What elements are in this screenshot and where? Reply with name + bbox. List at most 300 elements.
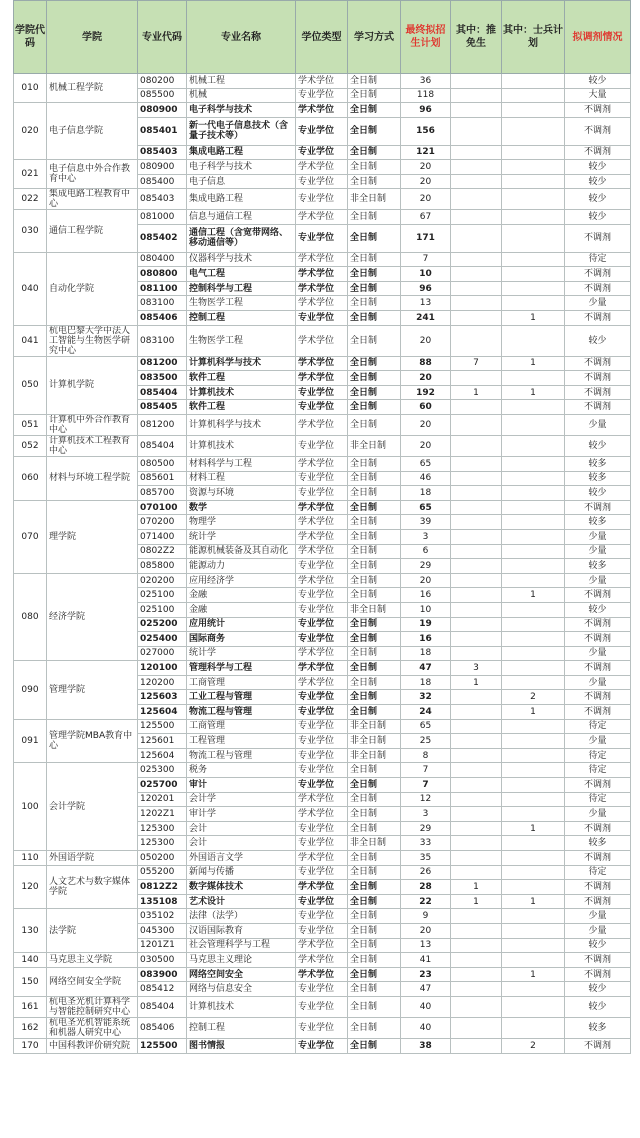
recommended-cell: [451, 371, 502, 386]
final-plan-cell: 20: [401, 923, 451, 938]
recommended-cell: [451, 646, 502, 661]
degree-type-cell: 学术学位: [296, 515, 348, 530]
soldier-plan-cell: [502, 210, 565, 225]
recommended-cell: 1: [451, 880, 502, 895]
major-code-cell: 083100: [138, 325, 187, 356]
final-plan-cell: 19: [401, 617, 451, 632]
recommended-cell: [451, 792, 502, 807]
college-name-cell: 网络空间安全学院: [47, 967, 138, 996]
recommended-cell: [451, 174, 502, 189]
final-plan-cell: 88: [401, 356, 451, 371]
major-code-cell: 081100: [138, 281, 187, 296]
recommended-cell: [451, 719, 502, 734]
major-code-cell: 081200: [138, 414, 187, 435]
final-plan-cell: 10: [401, 267, 451, 282]
soldier-plan-cell: 1: [502, 821, 565, 836]
adjustment-cell: 较多: [565, 471, 631, 486]
final-plan-cell: 39: [401, 515, 451, 530]
major-name-cell: 审计: [187, 778, 296, 793]
college-code-cell: 051: [14, 414, 47, 435]
degree-type-cell: 学术学位: [296, 210, 348, 225]
major-code-cell: 125300: [138, 821, 187, 836]
major-code-cell: 085400: [138, 174, 187, 189]
major-name-cell: 信息与通信工程: [187, 210, 296, 225]
major-name-cell: 能源动力: [187, 559, 296, 574]
final-plan-cell: 6: [401, 544, 451, 559]
adjustment-cell: 少量: [565, 923, 631, 938]
major-code-cell: 080400: [138, 252, 187, 267]
major-code-cell: 083900: [138, 967, 187, 982]
major-name-cell: 应用统计: [187, 617, 296, 632]
study-mode-cell: 全日制: [348, 646, 401, 661]
adjustment-cell: 较少: [565, 602, 631, 617]
study-mode-cell: 全日制: [348, 1017, 401, 1038]
soldier-plan-cell: [502, 267, 565, 282]
major-name-cell: 机械工程: [187, 74, 296, 89]
major-name-cell: 电气工程: [187, 267, 296, 282]
soldier-plan-cell: [502, 117, 565, 145]
study-mode-cell: 全日制: [348, 400, 401, 415]
table-row: [14, 210, 631, 225]
soldier-plan-cell: [502, 88, 565, 103]
major-code-cell: 125603: [138, 690, 187, 705]
soldier-plan-cell: [502, 296, 565, 311]
table-row: [14, 160, 631, 175]
college-name-cell: 杭电圣光机智能系统和机器人研究中心: [47, 1017, 138, 1038]
study-mode-cell: 非全日制: [348, 836, 401, 851]
soldier-plan-cell: [502, 456, 565, 471]
degree-type-cell: 学术学位: [296, 500, 348, 515]
adjustment-cell: 不调剂: [565, 588, 631, 603]
recommended-cell: [451, 1038, 502, 1053]
adjustment-cell: 不调剂: [565, 851, 631, 866]
college-code-cell: 120: [14, 865, 47, 909]
final-plan-cell: 60: [401, 400, 451, 415]
major-code-cell: 120200: [138, 675, 187, 690]
major-name-cell: 计算机技术: [187, 435, 296, 456]
major-name-cell: 仪器科学与技术: [187, 252, 296, 267]
recommended-cell: [451, 88, 502, 103]
degree-type-cell: 学术学位: [296, 267, 348, 282]
recommended-cell: [451, 486, 502, 501]
recommended-cell: [451, 938, 502, 953]
degree-type-cell: 专业学位: [296, 588, 348, 603]
final-plan-cell: 96: [401, 281, 451, 296]
degree-type-cell: 专业学位: [296, 894, 348, 909]
recommended-cell: [451, 763, 502, 778]
recommended-cell: [451, 160, 502, 175]
soldier-plan-cell: [502, 400, 565, 415]
major-code-cell: 085401: [138, 117, 187, 145]
adjustment-cell: 大量: [565, 88, 631, 103]
study-mode-cell: 全日制: [348, 705, 401, 720]
major-name-cell: 计算机科学与技术: [187, 356, 296, 371]
recommended-cell: [451, 632, 502, 647]
college-name-cell: 电子信息中外合作教育中心: [47, 160, 138, 189]
major-name-cell: 马克思主义理论: [187, 953, 296, 968]
major-name-cell: 网络与信息安全: [187, 982, 296, 997]
study-mode-cell: 全日制: [348, 414, 401, 435]
study-mode-cell: 非全日制: [348, 719, 401, 734]
adjustment-cell: 少量: [565, 909, 631, 924]
col-soldier-plan: 其中：士兵计划: [502, 1, 565, 74]
final-plan-cell: 241: [401, 311, 451, 326]
col-major-code: 专业代码: [138, 1, 187, 74]
degree-type-cell: 专业学位: [296, 1038, 348, 1053]
adjustment-cell: 不调剂: [565, 371, 631, 386]
recommended-cell: [451, 529, 502, 544]
college-code-cell: 110: [14, 851, 47, 866]
study-mode-cell: 全日制: [348, 807, 401, 822]
final-plan-cell: 28: [401, 880, 451, 895]
major-name-cell: 材料科学与工程: [187, 456, 296, 471]
major-name-cell: 统计学: [187, 529, 296, 544]
major-name-cell: 法律（法学）: [187, 909, 296, 924]
recommended-cell: 1: [451, 675, 502, 690]
final-plan-cell: 7: [401, 778, 451, 793]
major-code-cell: 083500: [138, 371, 187, 386]
college-code-cell: 041: [14, 325, 47, 356]
recommended-cell: [451, 865, 502, 880]
final-plan-cell: 9: [401, 909, 451, 924]
study-mode-cell: 全日制: [348, 821, 401, 836]
recommended-cell: 7: [451, 356, 502, 371]
final-plan-cell: 171: [401, 224, 451, 252]
major-name-cell: 数字媒体技术: [187, 880, 296, 895]
header-row: [14, 1, 631, 74]
soldier-plan-cell: 2: [502, 1038, 565, 1053]
degree-type-cell: 学术学位: [296, 953, 348, 968]
study-mode-cell: 全日制: [348, 281, 401, 296]
adjustment-cell: 少量: [565, 296, 631, 311]
table-row: [14, 456, 631, 471]
soldier-plan-cell: [502, 923, 565, 938]
soldier-plan-cell: [502, 996, 565, 1017]
study-mode-cell: 非全日制: [348, 748, 401, 763]
study-mode-cell: 全日制: [348, 500, 401, 515]
study-mode-cell: 全日制: [348, 210, 401, 225]
major-code-cell: 025700: [138, 778, 187, 793]
adjustment-cell: 较少: [565, 486, 631, 501]
college-name-cell: 法学院: [47, 909, 138, 953]
degree-type-cell: 专业学位: [296, 719, 348, 734]
recommended-cell: [451, 296, 502, 311]
adjustment-cell: 较少: [565, 982, 631, 997]
major-code-cell: 085700: [138, 486, 187, 501]
adjustment-cell: 较少: [565, 325, 631, 356]
final-plan-cell: 29: [401, 821, 451, 836]
final-plan-cell: 20: [401, 435, 451, 456]
study-mode-cell: 全日制: [348, 145, 401, 160]
soldier-plan-cell: [502, 880, 565, 895]
adjustment-cell: 不调剂: [565, 705, 631, 720]
major-name-cell: 审计学: [187, 807, 296, 822]
final-plan-cell: 26: [401, 865, 451, 880]
college-code-cell: 070: [14, 500, 47, 573]
degree-type-cell: 学术学位: [296, 281, 348, 296]
degree-type-cell: 专业学位: [296, 836, 348, 851]
adjustment-cell: 少量: [565, 573, 631, 588]
degree-type-cell: 专业学位: [296, 117, 348, 145]
study-mode-cell: 全日制: [348, 1038, 401, 1053]
final-plan-cell: 47: [401, 982, 451, 997]
soldier-plan-cell: [502, 865, 565, 880]
degree-type-cell: 学术学位: [296, 573, 348, 588]
final-plan-cell: 18: [401, 675, 451, 690]
adjustment-cell: 少量: [565, 646, 631, 661]
recommended-cell: [451, 748, 502, 763]
college-code-cell: 080: [14, 573, 47, 661]
major-name-cell: 数学: [187, 500, 296, 515]
degree-type-cell: 专业学位: [296, 400, 348, 415]
adjustment-cell: 较多: [565, 1017, 631, 1038]
adjustment-cell: 不调剂: [565, 821, 631, 836]
final-plan-cell: 65: [401, 719, 451, 734]
final-plan-cell: 35: [401, 851, 451, 866]
table-row: [14, 661, 631, 676]
major-code-cell: 045300: [138, 923, 187, 938]
adjustment-cell: 少量: [565, 734, 631, 749]
major-code-cell: 125601: [138, 734, 187, 749]
enrollment-table: [13, 0, 631, 1054]
major-name-cell: 生物医学工程: [187, 296, 296, 311]
college-code-cell: 161: [14, 996, 47, 1017]
final-plan-cell: 3: [401, 807, 451, 822]
table-row: [14, 573, 631, 588]
table-row: [14, 851, 631, 866]
major-name-cell: 物理学: [187, 515, 296, 530]
adjustment-cell: 不调剂: [565, 224, 631, 252]
major-name-cell: 物流工程与管理: [187, 748, 296, 763]
table-row: [14, 763, 631, 778]
major-code-cell: 1202Z1: [138, 807, 187, 822]
table-row: [14, 1017, 631, 1038]
major-name-cell: 图书情报: [187, 1038, 296, 1053]
soldier-plan-cell: [502, 224, 565, 252]
degree-type-cell: 专业学位: [296, 734, 348, 749]
college-name-cell: 杭电圣光机计算科学与智能控制研究中心: [47, 996, 138, 1017]
college-name-cell: 计算机中外合作教育中心: [47, 414, 138, 435]
major-name-cell: 集成电路工程: [187, 145, 296, 160]
major-code-cell: 055200: [138, 865, 187, 880]
soldier-plan-cell: 1: [502, 588, 565, 603]
college-code-cell: 021: [14, 160, 47, 189]
soldier-plan-cell: [502, 174, 565, 189]
degree-type-cell: 学术学位: [296, 675, 348, 690]
study-mode-cell: 全日制: [348, 588, 401, 603]
major-name-cell: 统计学: [187, 646, 296, 661]
degree-type-cell: 学术学位: [296, 544, 348, 559]
college-code-cell: 010: [14, 74, 47, 103]
final-plan-cell: 38: [401, 1038, 451, 1053]
recommended-cell: [451, 224, 502, 252]
college-name-cell: 电子信息学院: [47, 103, 138, 160]
major-code-cell: 085406: [138, 311, 187, 326]
degree-type-cell: 专业学位: [296, 865, 348, 880]
soldier-plan-cell: [502, 792, 565, 807]
soldier-plan-cell: [502, 500, 565, 515]
table-body: [14, 74, 631, 1054]
adjustment-cell: 少量: [565, 529, 631, 544]
degree-type-cell: 学术学位: [296, 880, 348, 895]
recommended-cell: [451, 435, 502, 456]
final-plan-cell: 20: [401, 189, 451, 210]
study-mode-cell: 全日制: [348, 617, 401, 632]
major-name-cell: 资源与环境: [187, 486, 296, 501]
adjustment-cell: 不调剂: [565, 385, 631, 400]
study-mode-cell: 全日制: [348, 515, 401, 530]
adjustment-cell: 不调剂: [565, 103, 631, 118]
major-code-cell: 125604: [138, 705, 187, 720]
table-row: [14, 967, 631, 982]
final-plan-cell: 20: [401, 174, 451, 189]
recommended-cell: [451, 923, 502, 938]
major-name-cell: 机械: [187, 88, 296, 103]
adjustment-cell: 较少: [565, 210, 631, 225]
final-plan-cell: 12: [401, 792, 451, 807]
major-name-cell: 金融: [187, 588, 296, 603]
major-name-cell: 工商管理: [187, 675, 296, 690]
major-name-cell: 控制工程: [187, 311, 296, 326]
final-plan-cell: 41: [401, 953, 451, 968]
degree-type-cell: 专业学位: [296, 705, 348, 720]
adjustment-cell: 不调剂: [565, 690, 631, 705]
col-degree-type: 学位类型: [296, 1, 348, 74]
soldier-plan-cell: [502, 160, 565, 175]
final-plan-cell: 7: [401, 763, 451, 778]
major-code-cell: 025300: [138, 763, 187, 778]
college-code-cell: 100: [14, 763, 47, 851]
table-row: [14, 719, 631, 734]
final-plan-cell: 16: [401, 588, 451, 603]
table-row: [14, 1038, 631, 1053]
final-plan-cell: 18: [401, 646, 451, 661]
degree-type-cell: 专业学位: [296, 174, 348, 189]
table-row: [14, 996, 631, 1017]
college-name-cell: 材料与环境工程学院: [47, 456, 138, 500]
recommended-cell: [451, 500, 502, 515]
study-mode-cell: 全日制: [348, 792, 401, 807]
adjustment-cell: 不调剂: [565, 617, 631, 632]
major-name-cell: 会计: [187, 836, 296, 851]
study-mode-cell: 全日制: [348, 982, 401, 997]
final-plan-cell: 13: [401, 296, 451, 311]
soldier-plan-cell: [502, 617, 565, 632]
degree-type-cell: 学术学位: [296, 792, 348, 807]
study-mode-cell: 全日制: [348, 325, 401, 356]
major-name-cell: 电子科学与技术: [187, 160, 296, 175]
final-plan-cell: 22: [401, 894, 451, 909]
adjustment-cell: 少量: [565, 807, 631, 822]
recommended-cell: [451, 325, 502, 356]
major-code-cell: 020200: [138, 573, 187, 588]
col-college-code: 学院代码: [14, 1, 47, 74]
major-code-cell: 080800: [138, 267, 187, 282]
major-code-cell: 125500: [138, 719, 187, 734]
recommended-cell: [451, 573, 502, 588]
college-code-cell: 050: [14, 356, 47, 414]
recommended-cell: [451, 778, 502, 793]
degree-type-cell: 专业学位: [296, 821, 348, 836]
final-plan-cell: 20: [401, 573, 451, 588]
college-name-cell: 中国科教评价研究院: [47, 1038, 138, 1053]
study-mode-cell: 全日制: [348, 224, 401, 252]
adjustment-cell: 不调剂: [565, 400, 631, 415]
table-row: [14, 325, 631, 356]
soldier-plan-cell: 1: [502, 705, 565, 720]
soldier-plan-cell: [502, 719, 565, 734]
study-mode-cell: 全日制: [348, 894, 401, 909]
degree-type-cell: 专业学位: [296, 145, 348, 160]
soldier-plan-cell: 1: [502, 356, 565, 371]
study-mode-cell: 全日制: [348, 675, 401, 690]
major-code-cell: 025100: [138, 588, 187, 603]
soldier-plan-cell: [502, 559, 565, 574]
study-mode-cell: 全日制: [348, 559, 401, 574]
study-mode-cell: 全日制: [348, 661, 401, 676]
degree-type-cell: 学术学位: [296, 296, 348, 311]
degree-type-cell: 专业学位: [296, 559, 348, 574]
soldier-plan-cell: [502, 982, 565, 997]
degree-type-cell: 学术学位: [296, 325, 348, 356]
soldier-plan-cell: [502, 748, 565, 763]
major-code-cell: 050200: [138, 851, 187, 866]
recommended-cell: [451, 252, 502, 267]
soldier-plan-cell: [502, 646, 565, 661]
soldier-plan-cell: [502, 632, 565, 647]
degree-type-cell: 学术学位: [296, 371, 348, 386]
recommended-cell: [451, 836, 502, 851]
adjustment-cell: 待定: [565, 719, 631, 734]
soldier-plan-cell: [502, 953, 565, 968]
soldier-plan-cell: 2: [502, 690, 565, 705]
adjustment-cell: 不调剂: [565, 500, 631, 515]
recommended-cell: [451, 311, 502, 326]
soldier-plan-cell: [502, 909, 565, 924]
major-code-cell: 0802Z2: [138, 544, 187, 559]
college-name-cell: 机械工程学院: [47, 74, 138, 103]
study-mode-cell: 全日制: [348, 851, 401, 866]
soldier-plan-cell: [502, 281, 565, 296]
college-name-cell: 管理学院MBA教育中心: [47, 719, 138, 763]
table-row: [14, 953, 631, 968]
recommended-cell: [451, 690, 502, 705]
col-final-plan: 最终拟招生计划: [401, 1, 451, 74]
final-plan-cell: 18: [401, 486, 451, 501]
recommended-cell: [451, 103, 502, 118]
major-name-cell: 会计学: [187, 792, 296, 807]
study-mode-cell: 全日制: [348, 865, 401, 880]
major-code-cell: 085404: [138, 435, 187, 456]
soldier-plan-cell: [502, 573, 565, 588]
recommended-cell: [451, 267, 502, 282]
recommended-cell: [451, 982, 502, 997]
recommended-cell: [451, 851, 502, 866]
study-mode-cell: 全日制: [348, 573, 401, 588]
soldier-plan-cell: [502, 371, 565, 386]
recommended-cell: [451, 400, 502, 415]
degree-type-cell: 学术学位: [296, 661, 348, 676]
study-mode-cell: 全日制: [348, 967, 401, 982]
recommended-cell: [451, 1017, 502, 1038]
adjustment-cell: 少量: [565, 675, 631, 690]
degree-type-cell: 专业学位: [296, 486, 348, 501]
adjustment-cell: 不调剂: [565, 778, 631, 793]
table-row: [14, 500, 631, 515]
final-plan-cell: 20: [401, 160, 451, 175]
degree-type-cell: 专业学位: [296, 763, 348, 778]
adjustment-cell: 不调剂: [565, 267, 631, 282]
